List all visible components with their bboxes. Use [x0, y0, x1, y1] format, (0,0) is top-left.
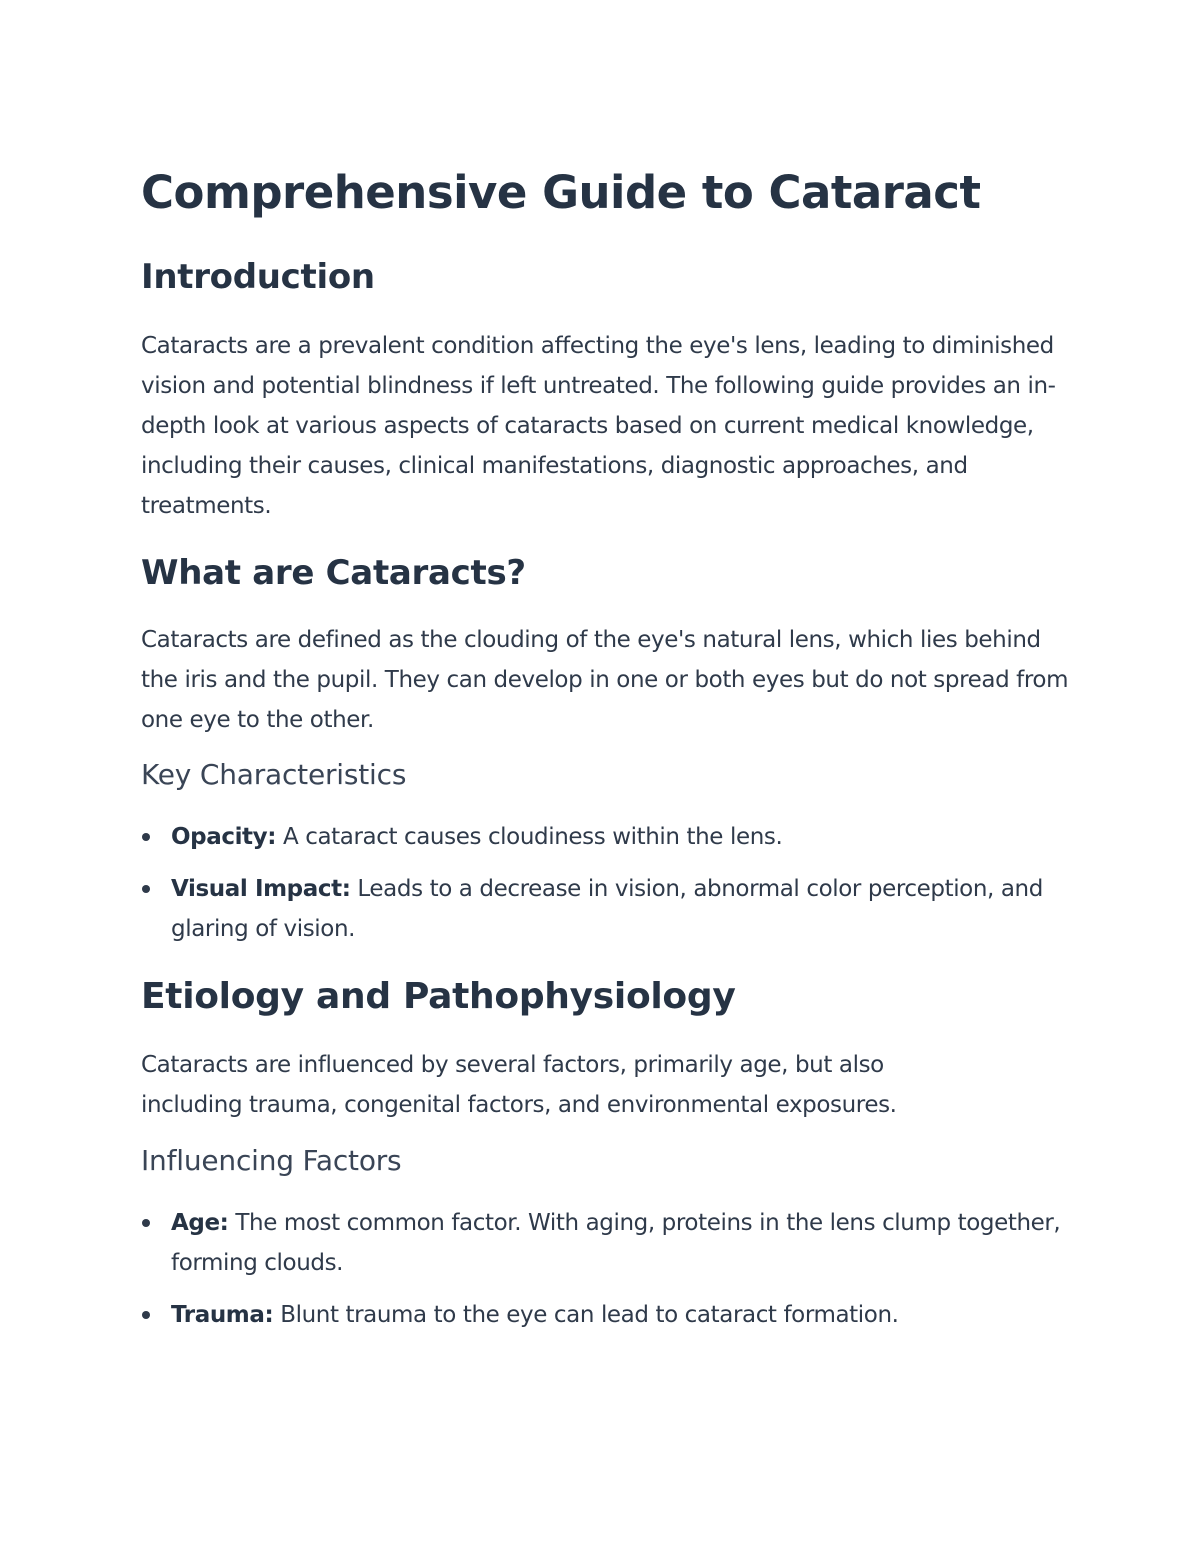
list-item-term: Opacity	[171, 824, 268, 850]
section-heading-etiology: Etiology and Pathophysiology	[141, 976, 736, 1017]
list-item-text: A cataract causes cloudiness within the lens.	[276, 824, 783, 850]
list-item-separator: :	[219, 1210, 229, 1236]
list-item-text: Leads to a decrease in vision, abnormal color perception, and glaring of vision.	[171, 876, 1043, 942]
subheading-influencing-factors: Influencing Factors	[141, 1144, 402, 1177]
introduction-paragraph: Cataracts are a prevalent condition affecting the eye's lens, leading to diminished vision and potential blindness if left untreated. The following guide provides an in-depth look at various aspects of cataracts based on current medical knowledge, including their causes, clinical manifestations, diagnostic approaches, and treatments.	[141, 333, 1056, 519]
bullet-icon	[142, 1311, 150, 1319]
bullet-icon	[142, 885, 150, 893]
document-title: Comprehensive Guide to Cataract	[141, 166, 981, 219]
list-item-text: Blunt trauma to the eye can lead to cataract formation.	[273, 1302, 899, 1328]
list-item-term: Visual Impact	[171, 876, 342, 902]
influencing-factors-list	[141, 1203, 1076, 1347]
bullet-icon	[142, 1219, 150, 1227]
list-item	[141, 817, 1076, 857]
list-item	[141, 1203, 1076, 1283]
list-item-separator: :	[341, 876, 351, 902]
etiology-paragraph: Cataracts are influenced by several factors, primarily age, but also including trauma, congenital factors, and environmental exposures.	[141, 1052, 897, 1118]
list-item-text: The most common factor. With aging, proteins in the lens clump together, forming clouds.	[171, 1210, 1061, 1276]
bullet-icon	[142, 833, 150, 841]
what-are-cataracts-paragraph: Cataracts are defined as the clouding of the eye's natural lens, which lies behind the iris and the pupil. They can develop in one or both eyes but do not spread from one eye to the other.	[141, 627, 1069, 733]
list-item-separator: :	[264, 1302, 274, 1328]
key-characteristics-list	[141, 817, 1076, 961]
subheading-key-characteristics: Key Characteristics	[141, 758, 407, 791]
section-heading-what-are-cataracts: What are Cataracts?	[141, 553, 526, 593]
list-item	[141, 869, 1076, 949]
list-item	[141, 1295, 1076, 1335]
list-item-separator: :	[267, 824, 277, 850]
section-heading-introduction: Introduction	[141, 257, 375, 297]
list-item-term: Trauma	[171, 1302, 265, 1328]
list-item-term: Age	[171, 1210, 220, 1236]
